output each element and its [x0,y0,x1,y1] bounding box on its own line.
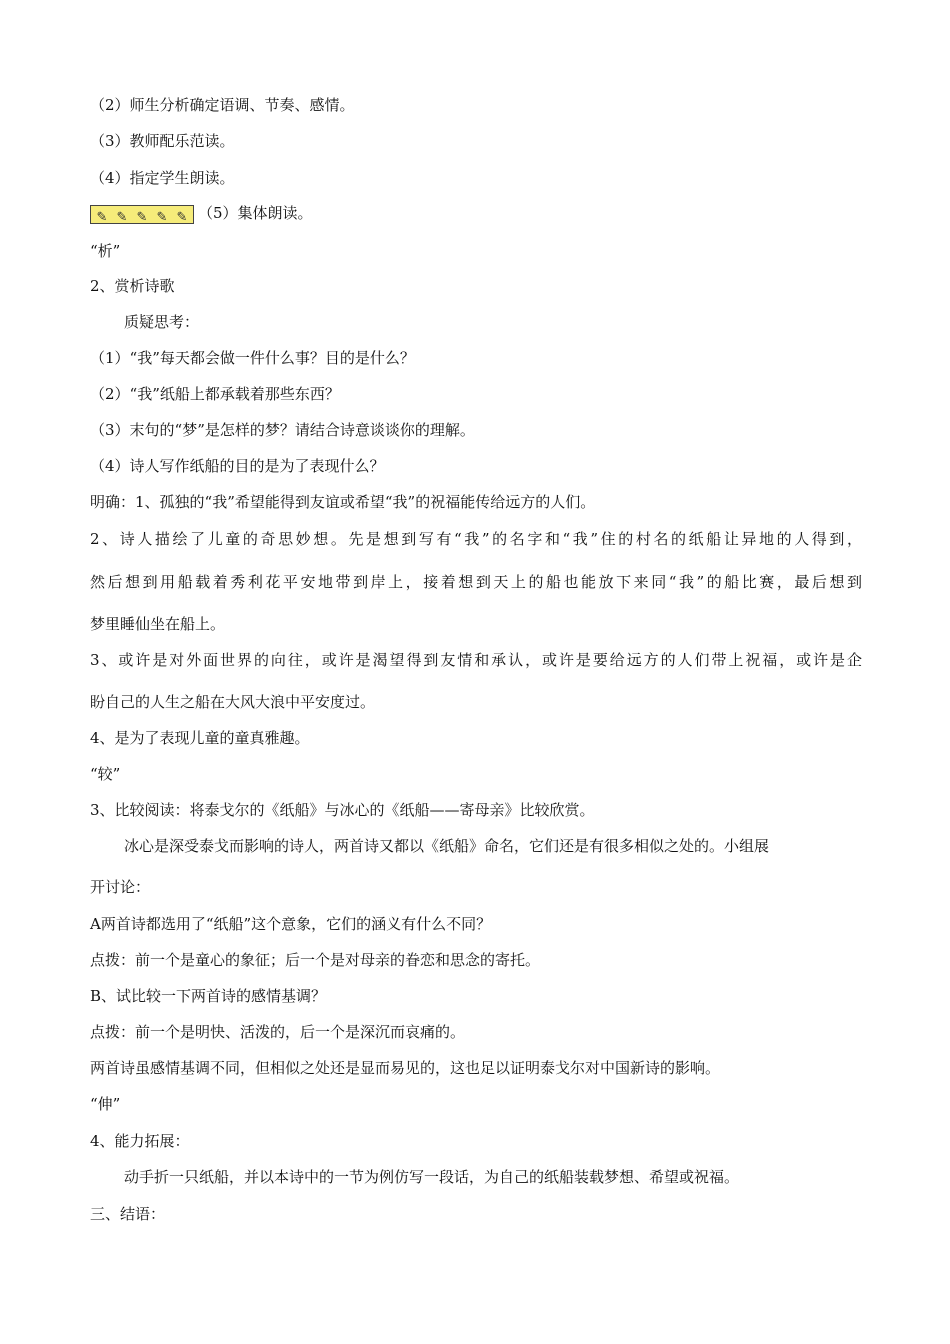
question-item: （3）末句的“梦”是怎样的梦？请结合诗意谈谈你的理解。 [90,421,475,439]
pencil-paper-icon: ✎ [156,210,168,225]
pencil-paper-icon: ✎ [176,210,188,225]
answer-line: 梦里睡仙坐在船上。 [90,615,226,633]
section-heading: “析” [90,242,121,260]
section-heading: “伸” [90,1095,121,1113]
section-heading: 3、比较阅读：将泰戈尔的《纸船》与冰心的《纸船——寄母亲》比较欣赏。 [90,801,595,819]
text-line: 质疑思考： [124,313,200,331]
section-heading: “较” [90,765,121,783]
answer-line: 明确：1、孤独的“我”希望能得到友谊或希望“我”的祝福能传给远方的人们。 [90,493,596,511]
text-line: （3）教师配乐范读。 [90,132,235,150]
answer-line: 点拨：前一个是明快、活泼的，后一个是深沉而哀痛的。 [90,1023,466,1041]
answer-line: 2、诗人描绘了儿童的奇思妙想。先是想到写有“我”的名字和“我”住的村名的纸船让异地的人得到， [90,530,862,548]
pencil-paper-icon: ✎ [116,210,128,225]
paragraph-line: 开讨论： [90,878,151,896]
text-line: （2）师生分析确定语调、节奏、感情。 [90,96,355,114]
answer-line: 然后想到用船载着秀利花平安地带到岸上，接着想到天上的船也能放下来同“我”的船比赛，最后想到 [90,573,862,591]
section-heading: 4、能力拓展： [90,1132,190,1150]
question-item: B、试比较一下两首诗的感情基调？ [90,987,327,1005]
answer-line: 盼自己的人生之船在大风大浪中平安度过。 [90,693,376,711]
answer-line: 4、是为了表现儿童的童真雅趣。 [90,729,310,747]
pencil-paper-icon: ✎ [96,210,108,225]
pencil-paper-icon: ✎ [136,210,148,225]
section-heading: 三、结语： [90,1205,166,1223]
section-heading: 2、赏析诗歌 [90,277,175,295]
question-item: A两首诗都选用了“纸船”这个意象，它们的涵义有什么不同？ [90,915,492,933]
paragraph-line: 动手折一只纸船，并以本诗中的一节为例仿写一段话，为自己的纸船装载梦想、希望或祝福。 [124,1168,740,1186]
question-item: （1）“我”每天都会做一件什么事？目的是什么？ [90,349,415,367]
text-line: （4）指定学生朗读。 [90,169,235,187]
question-item: （4）诗人写作纸船的目的是为了表现什么？ [90,457,385,475]
pencil-icon-strip [90,205,194,224]
text-line: （5）集体朗读。 [198,204,313,222]
answer-line: 3、或许是对外面世界的向往，或许是渴望得到友情和承认，或许是要给远方的人们带上祝福，或许是企 [90,651,862,669]
question-item: （2）“我”纸船上都承载着那些东西？ [90,385,340,403]
paragraph-line: 两首诗虽感情基调不同，但相似之处还是显而易见的，这也足以证明泰戈尔对中国新诗的影响。 [90,1059,721,1077]
text-line-with-icons [90,203,313,224]
answer-line: 点拨：前一个是童心的象征；后一个是对母亲的眷恋和思念的寄托。 [90,951,541,969]
paragraph-line: 冰心是深受泰戈而影响的诗人，两首诗又都以《纸船》命名，它们还是有很多相似之处的。小组展 [124,837,770,855]
